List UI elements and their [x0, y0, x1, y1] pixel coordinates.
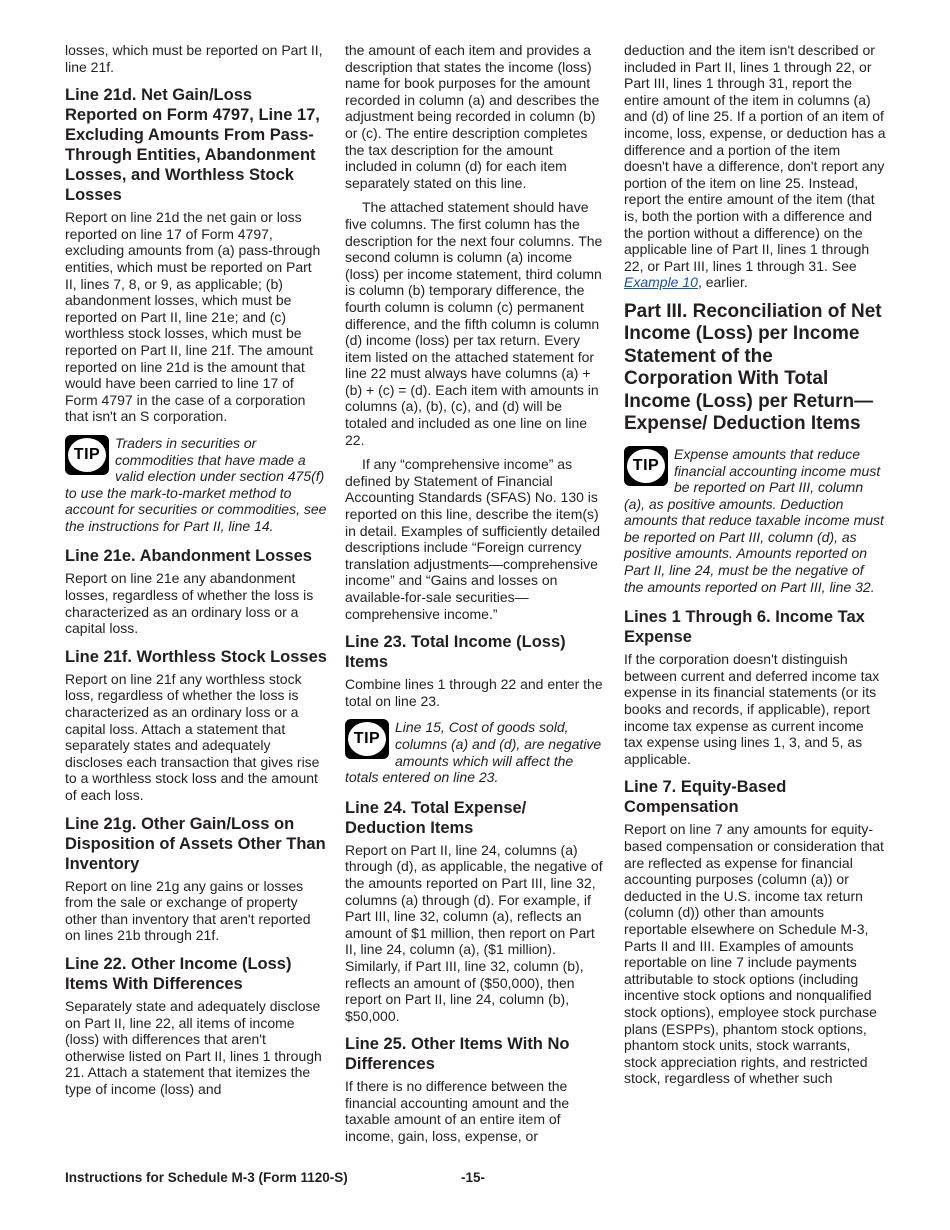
paragraph: If there is no difference between the financial accounting amount and the taxable amount of an entire item of income, gain, loss, expense, or [345, 1078, 570, 1145]
tip-label: TIP [348, 722, 386, 756]
heading-line-22: Line 22. Other Income (Loss) Items With Differences [65, 954, 292, 993]
paragraph: If any “comprehensive income” as defined by Statement of Financial Accounting Standards (SFAS) No. 130 is reported on this line, describe the item(s) in detail. Examples of sufficiently detailed descriptions include “Foreign currency translation adjustments—comprehensive income” and “Gains and losses on available-for-sale securities—comprehensive income.” [345, 456, 600, 622]
paragraph: Report on line 21g any gains or losses from the sale or exchange of property other than inventory that aren't reported on lines 21b through 21f. [65, 877, 311, 944]
heading-line-21e: Line 21e. Abandonment Losses [65, 547, 312, 566]
tip-text: Traders in securities or commodities that have made a valid election under section 475(f) to use the mark-to-market method to account for securities or commodities, see the instructions for Part II, line 14. [65, 434, 327, 534]
footer-title: Instructions for Schedule M-3 (Form 1120-S) [65, 1170, 348, 1185]
heading-line-25: Line 25. Other Items With No Differences [345, 1035, 570, 1074]
paragraph: losses, which must be reported on Part II, line 21f. [65, 42, 323, 75]
page-number: -15- [461, 1170, 486, 1185]
heading-line-7: Line 7. Equity-Based Compensation [624, 778, 787, 817]
tip-label: TIP [627, 449, 665, 483]
paragraph: The attached statement should have five columns. The first column has the description for the next four columns. The second column is column (a) income (loss) per income statement, third column is column (b) temporary difference, the fourth column is column (c) permanent difference, and the fifth column is column (d) income (loss) per tax return. Every item listed on the attached statement for line 22 must always have columns (a) + (b) + (c) = (d). Each item with amounts in columns (a), (b), (c), and (d) will be totaled and included as one line on line 22. [345, 199, 603, 448]
tip-note [345, 719, 607, 785]
heading-line-21d: Line 21d. Net Gain/Loss Reported on Form 4797, Line 17, Excluding Amounts From Pass-Through Entities, Abandonment Losses, and Worthless Stock Losses [65, 86, 320, 205]
paragraph: Report on line 21e any abandonment losses, regardless of whether the loss is characterized as an ordinary loss or a capital loss. [65, 570, 314, 637]
example-10-link[interactable]: Example 10 [624, 274, 698, 291]
heading-lines-1-6: Lines 1 Through 6. Income Tax Expense [624, 608, 865, 647]
paragraph: If the corporation doesn't distinguish between current and deferred income tax expense in its financial statements (or its books and records, if applicable), report income tax expense as current income tax expense using lines 1, 3, and 5, as applicable. [624, 651, 880, 767]
tip-icon [345, 719, 389, 759]
paragraph: Report on Part II, line 24, columns (a) through (d), as applicable, the negative of the amounts reported on Part III, line 32, columns (a) through (d). For example, if Part III, line 32, column (a), reflects an amount of $1 million, then report on Part II, line 24, column (a), ($1 million). Similarly, if Part III, line 32, column (b), reflects an amount of ($50,000), then report on Part II, line 24, column (b), $50,000. [345, 841, 603, 1024]
paragraph: Combine lines 1 through 22 and enter the total on line 23. [345, 676, 603, 709]
paragraph [624, 42, 886, 291]
paragraph-text: deduction and the item isn't described or included in Part II, lines 1 through 22, or Part III, lines 1 through 31, report the entire amount of the item in columns (a) and (d) of line 25. If a portion of an item of income, loss, expense, or deduction has a difference and a portion of the item doesn't have a difference, don't report any portion of the item on line 25. Instead, report the entire amount of the item (that is, both the portion with a difference and the portion without a difference) on the applicable line of Part II, lines 1 through 22, or Part III, lines 1 through 31. See [624, 42, 886, 274]
paragraph: Report on line 7 any amounts for equity-based compensation or consideration that are reflected as expense for financial accounting purposes (column (a)) or deducted in the U.S. income tax return (column (d)) other than amounts reportable elsewhere on Schedule M-3, Parts II and III. Examples of amounts reportable on line 7 include payments attributable to stock options (including incentive stock options and nonqualified stock options), employee stock purchase plans (ESPPs), phantom stock options, phantom stock units, stock warrants, stock appreciation rights, and restricted stock, regardless of whether such [624, 821, 884, 1087]
tip-icon [624, 446, 668, 486]
heading-part-iii: Part III. Reconciliation of Net Income (Loss) per Income Statement of the Corporation With Total Income (Loss) per Return—Expense/ Deduction Items [624, 300, 882, 435]
heading-line-24: Line 24. Total Expense/ Deduction Items [345, 798, 527, 837]
tip-note [624, 446, 886, 595]
column-3 [624, 42, 886, 1095]
tip-icon [65, 435, 109, 475]
paragraph-text: , earlier. [697, 274, 748, 291]
column-2 [345, 42, 607, 1153]
tip-label: TIP [68, 438, 106, 472]
heading-line-21f: Line 21f. Worthless Stock Losses [65, 647, 327, 666]
tip-note [65, 435, 327, 535]
paragraph: Report on line 21d the net gain or loss reported on line 17 of Form 4797, excluding amounts from (a) pass-through entities, which must be reported on Part II, lines 7, 8, or 9, as applicable; (b) abandonment losses, which must be reported on Part II, line 21e; and (c) worthless stock losses, which must be reported on Part II, line 21f. The amount reported on line 21d is the amount that would have been carried to line 17 of Form 4797 in the case of a corporation that isn't an S corporation. [65, 209, 321, 425]
heading-line-23: Line 23. Total Income (Loss) Items [345, 633, 566, 672]
tip-text: Expense amounts that reduce financial accounting income must be reported on Part III, column (a), as positive amounts. Deduction amounts that reduce taxable income must be reported on Part III, column (d), as positive amounts. Amounts reported on Part II, line 24, must be the negative of the amounts reported on Part III, line 32. [624, 445, 884, 595]
heading-line-21g: Line 21g. Other Gain/Loss on Disposition of Assets Other Than Inventory [65, 814, 326, 873]
paragraph: Separately state and adequately disclose on Part II, line 22, all items of income (loss) with differences that aren't otherwise listed on Part II, lines 1 through 21. Attach a statement that itemizes the type of income (loss) and [65, 997, 322, 1097]
paragraph: the amount of each item and provides a description that states the income (loss) name for book purposes for the amount recorded in column (a) and describes the adjustment being recorded in column (b) or (c). The entire description completes the tax description for the amount included in column (d) for each item separately stated on this line. [345, 42, 600, 191]
paragraph: Report on line 21f any worthless stock loss, regardless of whether the loss is characterized as an ordinary loss or a capital loss. Attach a statement that separately states and adequately discloses each transaction that gives rise to a worthless stock loss and the amount of each loss. [65, 670, 320, 803]
column-1 [65, 42, 327, 1106]
tip-text: Line 15, Cost of goods sold, columns (a) and (d), are negative amounts which will affect the totals entered on line 23. [345, 719, 602, 786]
